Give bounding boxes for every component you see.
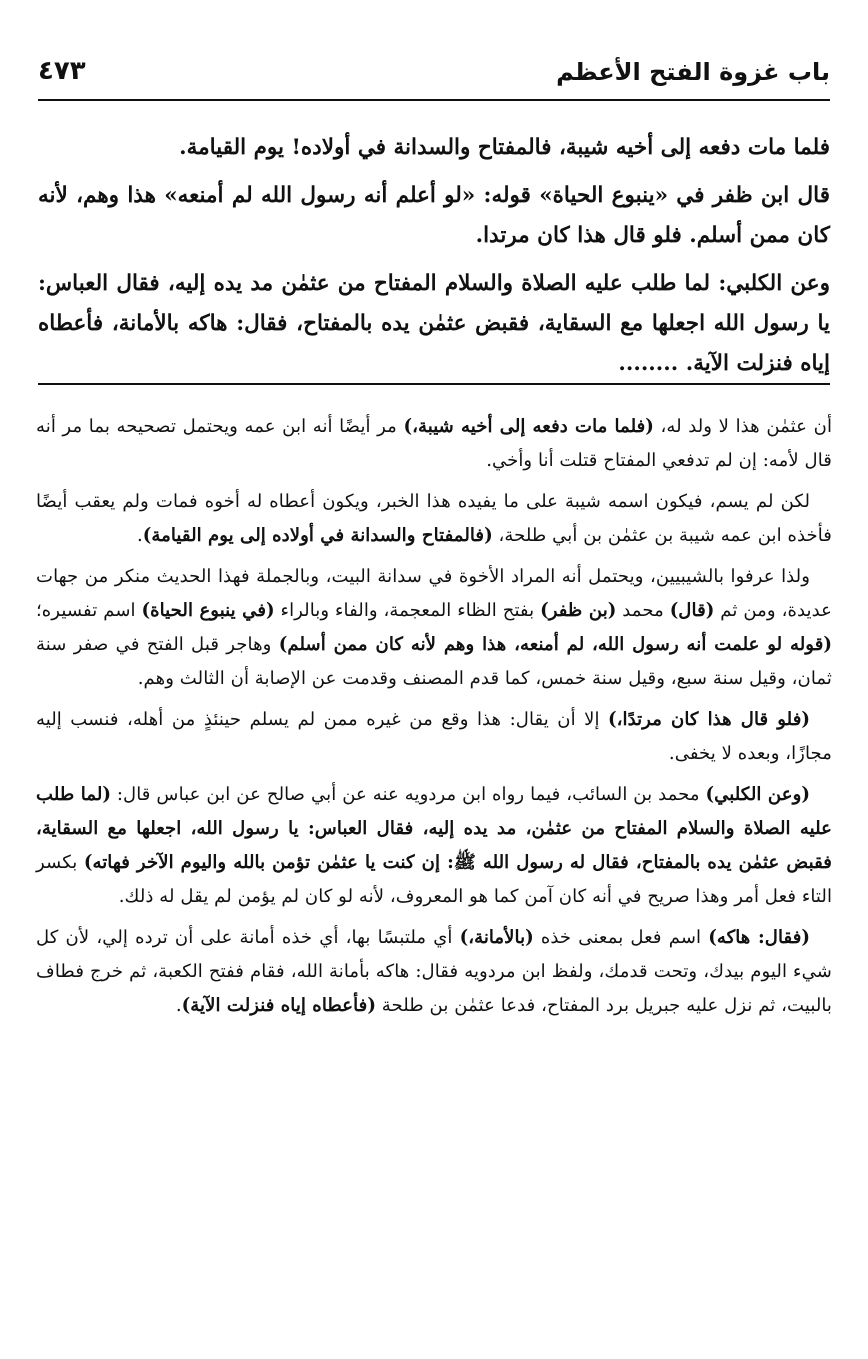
commentary-text: اسم فعل بمعنى خذه [533, 927, 709, 948]
commentary-text: بفتح الظاء المعجمة، والفاء وبالراء [274, 600, 541, 621]
separator-rule [38, 383, 830, 385]
commentary-paragraph [36, 921, 832, 1023]
quoted-text: (وعن الكلبي) [705, 784, 810, 805]
quoted-text: (في ينبوع الحياة) [141, 600, 275, 621]
commentary-text: محمد [616, 600, 670, 621]
quoted-text: (فلو قال هذا كان مرتدًا،) [608, 709, 810, 730]
quoted-text: (فلما مات دفعه إلى أخيه شيبة،) [403, 416, 654, 437]
quoted-text: (لما طلب عليه الصلاة والسلام المفتاح من عثمٰن، مد يده إليه، فقال العباس: يا رسول الله، اجعلها مع السقاية، فقبض عثمٰن يده بالمفتاح، فقال له رسول الله ﷺ: إن كنت يا عثمٰن تؤمن بالله واليوم الآخر فهاته) [36, 784, 832, 873]
quoted-text: (بن ظفر) [540, 600, 617, 621]
header-rule [38, 99, 830, 101]
commentary-text: ولذا عرفوا بالشيبيين، ويحتمل أنه المراد الأخوة في سدانة البيت، وبالجملة فهذا الحديث منكر من جهات عديدة، ومن ثم [36, 566, 832, 621]
main-paragraph: وعن الكلبي: لما طلب عليه الصلاة والسلام المفتاح من عثمٰن مد يده إليه، فقال العباس: يا رسول الله اجعلها مع السقاية، فقبض عثمٰن يده بالمفتاح، فقال: هاكه بالأمانة، فأعطاه إياه فنزلت الآية. ........ [38, 271, 830, 376]
quoted-text: (قوله لو علمت أنه رسول الله، لم أمنعه، هذا وهم لأنه كان ممن أسلم) [278, 634, 832, 655]
quoted-text: (فالمفتاح والسدانة في أولاده إلى يوم القيامة) [142, 525, 493, 546]
main-paragraph: قال ابن ظفر في «ينبوع الحياة» قوله: «لو أعلم أنه رسول الله لم أمنعه» هذا وهم، لأنه كان ممن أسلم. فلو قال هذا كان مرتدا. [38, 183, 830, 248]
quoted-text: (قال) [669, 600, 715, 621]
commentary-text: وهاجر قبل الفتح في صفر سنة ثمان، وقيل سنة سبع، وقيل سنة خمس، كما قدم المصنف وقدمت عن الإصابة أن الثالث وهم. [36, 634, 832, 689]
commentary-paragraph [36, 560, 832, 696]
quoted-text: (بالأمانة،) [459, 927, 534, 948]
main-paragraph: فلما مات دفعه إلى أخيه شيبة، فالمفتاح والسدانة في أولاده! يوم القيامة. [179, 135, 830, 160]
commentary-paragraph [36, 778, 832, 914]
page-header [38, 54, 830, 98]
commentary-paragraph [36, 703, 832, 771]
quoted-text: (فأعطاه إياه فنزلت الآية) [181, 995, 376, 1016]
commentary-text: أي ملتبسًا بها، أي خذه أمانة على أن ترده إلي، لأن كل شيء اليوم بيدك، وتحت قدمك، ولفظ ابن مردويه فقال: هاكه بأمانة الله، فقام ففتح الكعبة، ثم خرج فطاف بالبيت، ثم نزل عليه جبريل برد المفتاح، فدعا عثمٰن بن طلحة [36, 927, 832, 1016]
commentary-text: . [175, 995, 182, 1016]
commentary-text: إلا أن يقال: هذا وقع من غيره ممن لم يسلم حينئذٍ من أهله، فنسب إليه مجازًا، وبعده لا يخفى. [36, 709, 832, 764]
commentary-text: محمد بن السائب، فيما رواه ابن مردويه عنه عن أبي صالح عن ابن عباس قال: [111, 784, 706, 805]
commentary-text: بكسر التاء فعل أمر وهذا صريح في أنه كان آمن كما هو المعروف، لأنه لو كان لم يؤمن لم يقل له ذلك. [36, 852, 832, 907]
page-number: ٤٧٣ [38, 56, 86, 86]
commentary-text: اسم تفسيره؛ [36, 600, 142, 621]
chapter-title: باب غزوة الفتح الأعظم [556, 58, 830, 86]
commentary-text: أن عثمٰن هذا لا ولد له، [653, 416, 833, 437]
commentary-paragraph [36, 485, 832, 553]
commentary-text: لكن لم يسم، فيكون اسمه شيبة على ما يفيده هذا الخبر، ويكون أعطاه له أخوه فمات ولم يعقب أيضًا فأخذه ابن عمه شيبة بن عثمٰن بن أبي طلحة، [36, 491, 832, 546]
commentary [36, 410, 832, 1030]
commentary-text: مر أيضًا أنه ابن عمه ويحتمل تصحيحه بما مر أنه قال لأمه: إن لم تدفعي المفتاح قتلت أنا وأخي. [36, 416, 832, 471]
commentary-paragraph [36, 410, 832, 478]
quoted-text: (فقال: هاكه) [708, 927, 810, 948]
main-text [38, 128, 830, 392]
commentary-text: . [136, 525, 143, 546]
